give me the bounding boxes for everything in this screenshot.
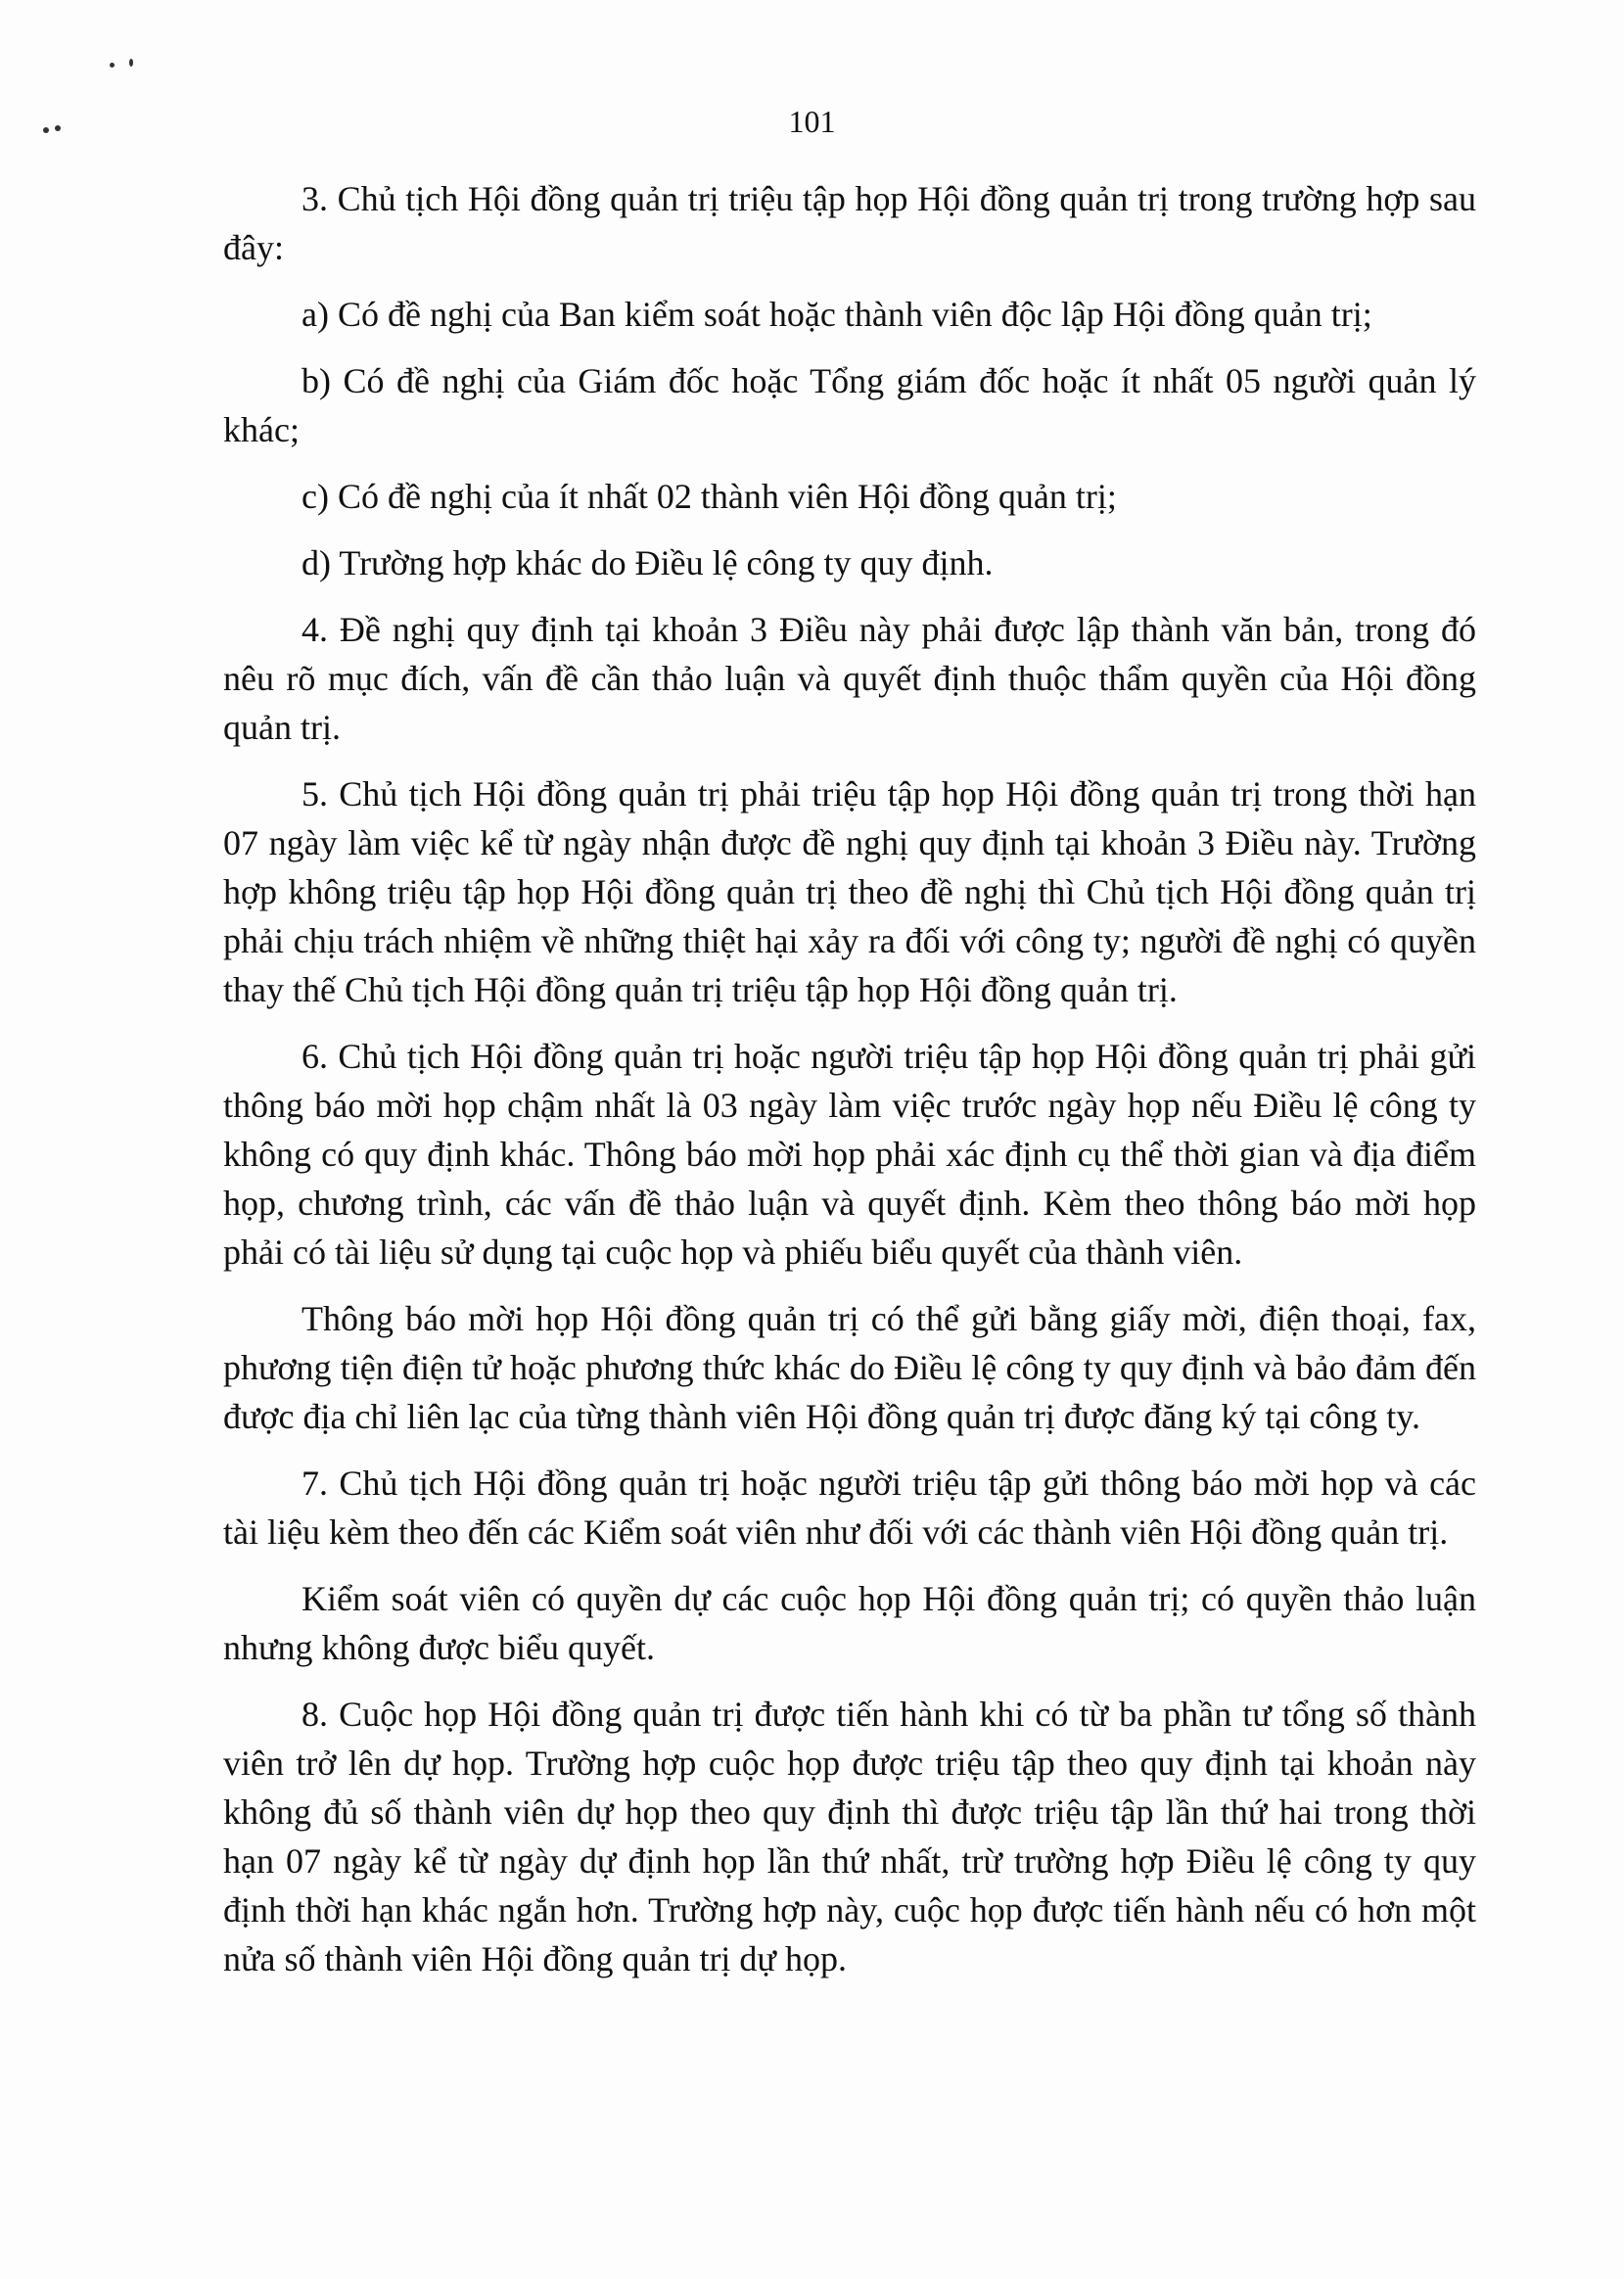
clause-3: 3. Chủ tịch Hội đồng quản trị triệu tập họp Hội đồng quản trị trong trường hợp sau đây:	[223, 179, 1476, 267]
clause-3b: b) Có đề nghị của Giám đốc hoặc Tổng giám đốc hoặc ít nhất 05 người quản lý khác;	[223, 361, 1476, 449]
clause-3c: c) Có đề nghị của ít nhất 02 thành viên Hội đồng quản trị;	[302, 477, 1117, 516]
clause-6: 6. Chủ tịch Hội đồng quản trị hoặc người triệu tập họp Hội đồng quản trị phải gửi thông báo mời họp chậm nhất là 03 ngày làm việc trước ngày họp nếu Điều lệ công ty không có quy định khác. Thông báo mời họp phải xác định cụ thể thời gian và địa điểm họp, chương trình, các vấn đề thảo luận và quyết định. Kèm theo thông báo mời họp phải có tài liệu sử dụng tại cuộc họp và phiếu biểu quyết của thành viên.	[223, 1037, 1476, 1272]
clause-3d: d) Trường hợp khác do Điều lệ công ty quy định.	[302, 543, 994, 582]
page-number: 101	[788, 104, 836, 139]
clause-8: 8. Cuộc họp Hội đồng quản trị được tiến hành khi có từ ba phần tư tổng số thành viên trở lên dự họp. Trường hợp cuộc họp được triệu tập theo quy định tại khoản này không đủ số thành viên dự họp theo quy định thì được triệu tập lần thứ hai trong thời hạn 07 ngày kể từ ngày dự định họp lần thứ nhất, trừ trường hợp Điều lệ công ty quy định thời hạn khác ngắn hơn. Trường hợp này, cuộc họp được tiến hành nếu có hơn một nửa số thành viên Hội đồng quản trị dự họp.	[223, 1695, 1476, 1978]
scan-speck	[129, 59, 133, 67]
clause-7-supervisors: Kiểm soát viên có quyền dự các cuộc họp Hội đồng quản trị; có quyền thảo luận nhưng không được biểu quyết.	[223, 1579, 1476, 1667]
clause-7: 7. Chủ tịch Hội đồng quản trị hoặc người triệu tập gửi thông báo mời họp và các tài liệu kèm theo đến các Kiểm soát viên như đối với các thành viên Hội đồng quản trị.	[223, 1464, 1476, 1552]
scan-speck	[110, 63, 115, 68]
clause-3a: a) Có đề nghị của Ban kiểm soát hoặc thành viên độc lập Hội đồng quản trị;	[302, 295, 1372, 334]
document-body	[223, 174, 1476, 2001]
clause-5: 5. Chủ tịch Hội đồng quản trị phải triệu tập họp Hội đồng quản trị trong thời hạn 07 ngày làm việc kể từ ngày nhận được đề nghị quy định tại khoản 3 Điều này. Trường hợp không triệu tập họp Hội đồng quản trị theo đề nghị thì Chủ tịch Hội đồng quản trị phải chịu trách nhiệm về những thiệt hại xảy ra đối với công ty; người đề nghị có quyền thay thế Chủ tịch Hội đồng quản trị triệu tập họp Hội đồng quản trị.	[223, 774, 1476, 1009]
clause-4: 4. Đề nghị quy định tại khoản 3 Điều này phải được lập thành văn bản, trong đó nêu rõ mục đích, vấn đề cần thảo luận và quyết định thuộc thẩm quyền của Hội đồng quản trị.	[223, 610, 1476, 747]
clause-6-notice: Thông báo mời họp Hội đồng quản trị có thể gửi bằng giấy mời, điện thoại, fax, phương tiện điện tử hoặc phương thức khác do Điều lệ công ty quy định và bảo đảm đến được địa chỉ liên lạc của từng thành viên Hội đồng quản trị được đăng ký tại công ty.	[223, 1299, 1476, 1436]
